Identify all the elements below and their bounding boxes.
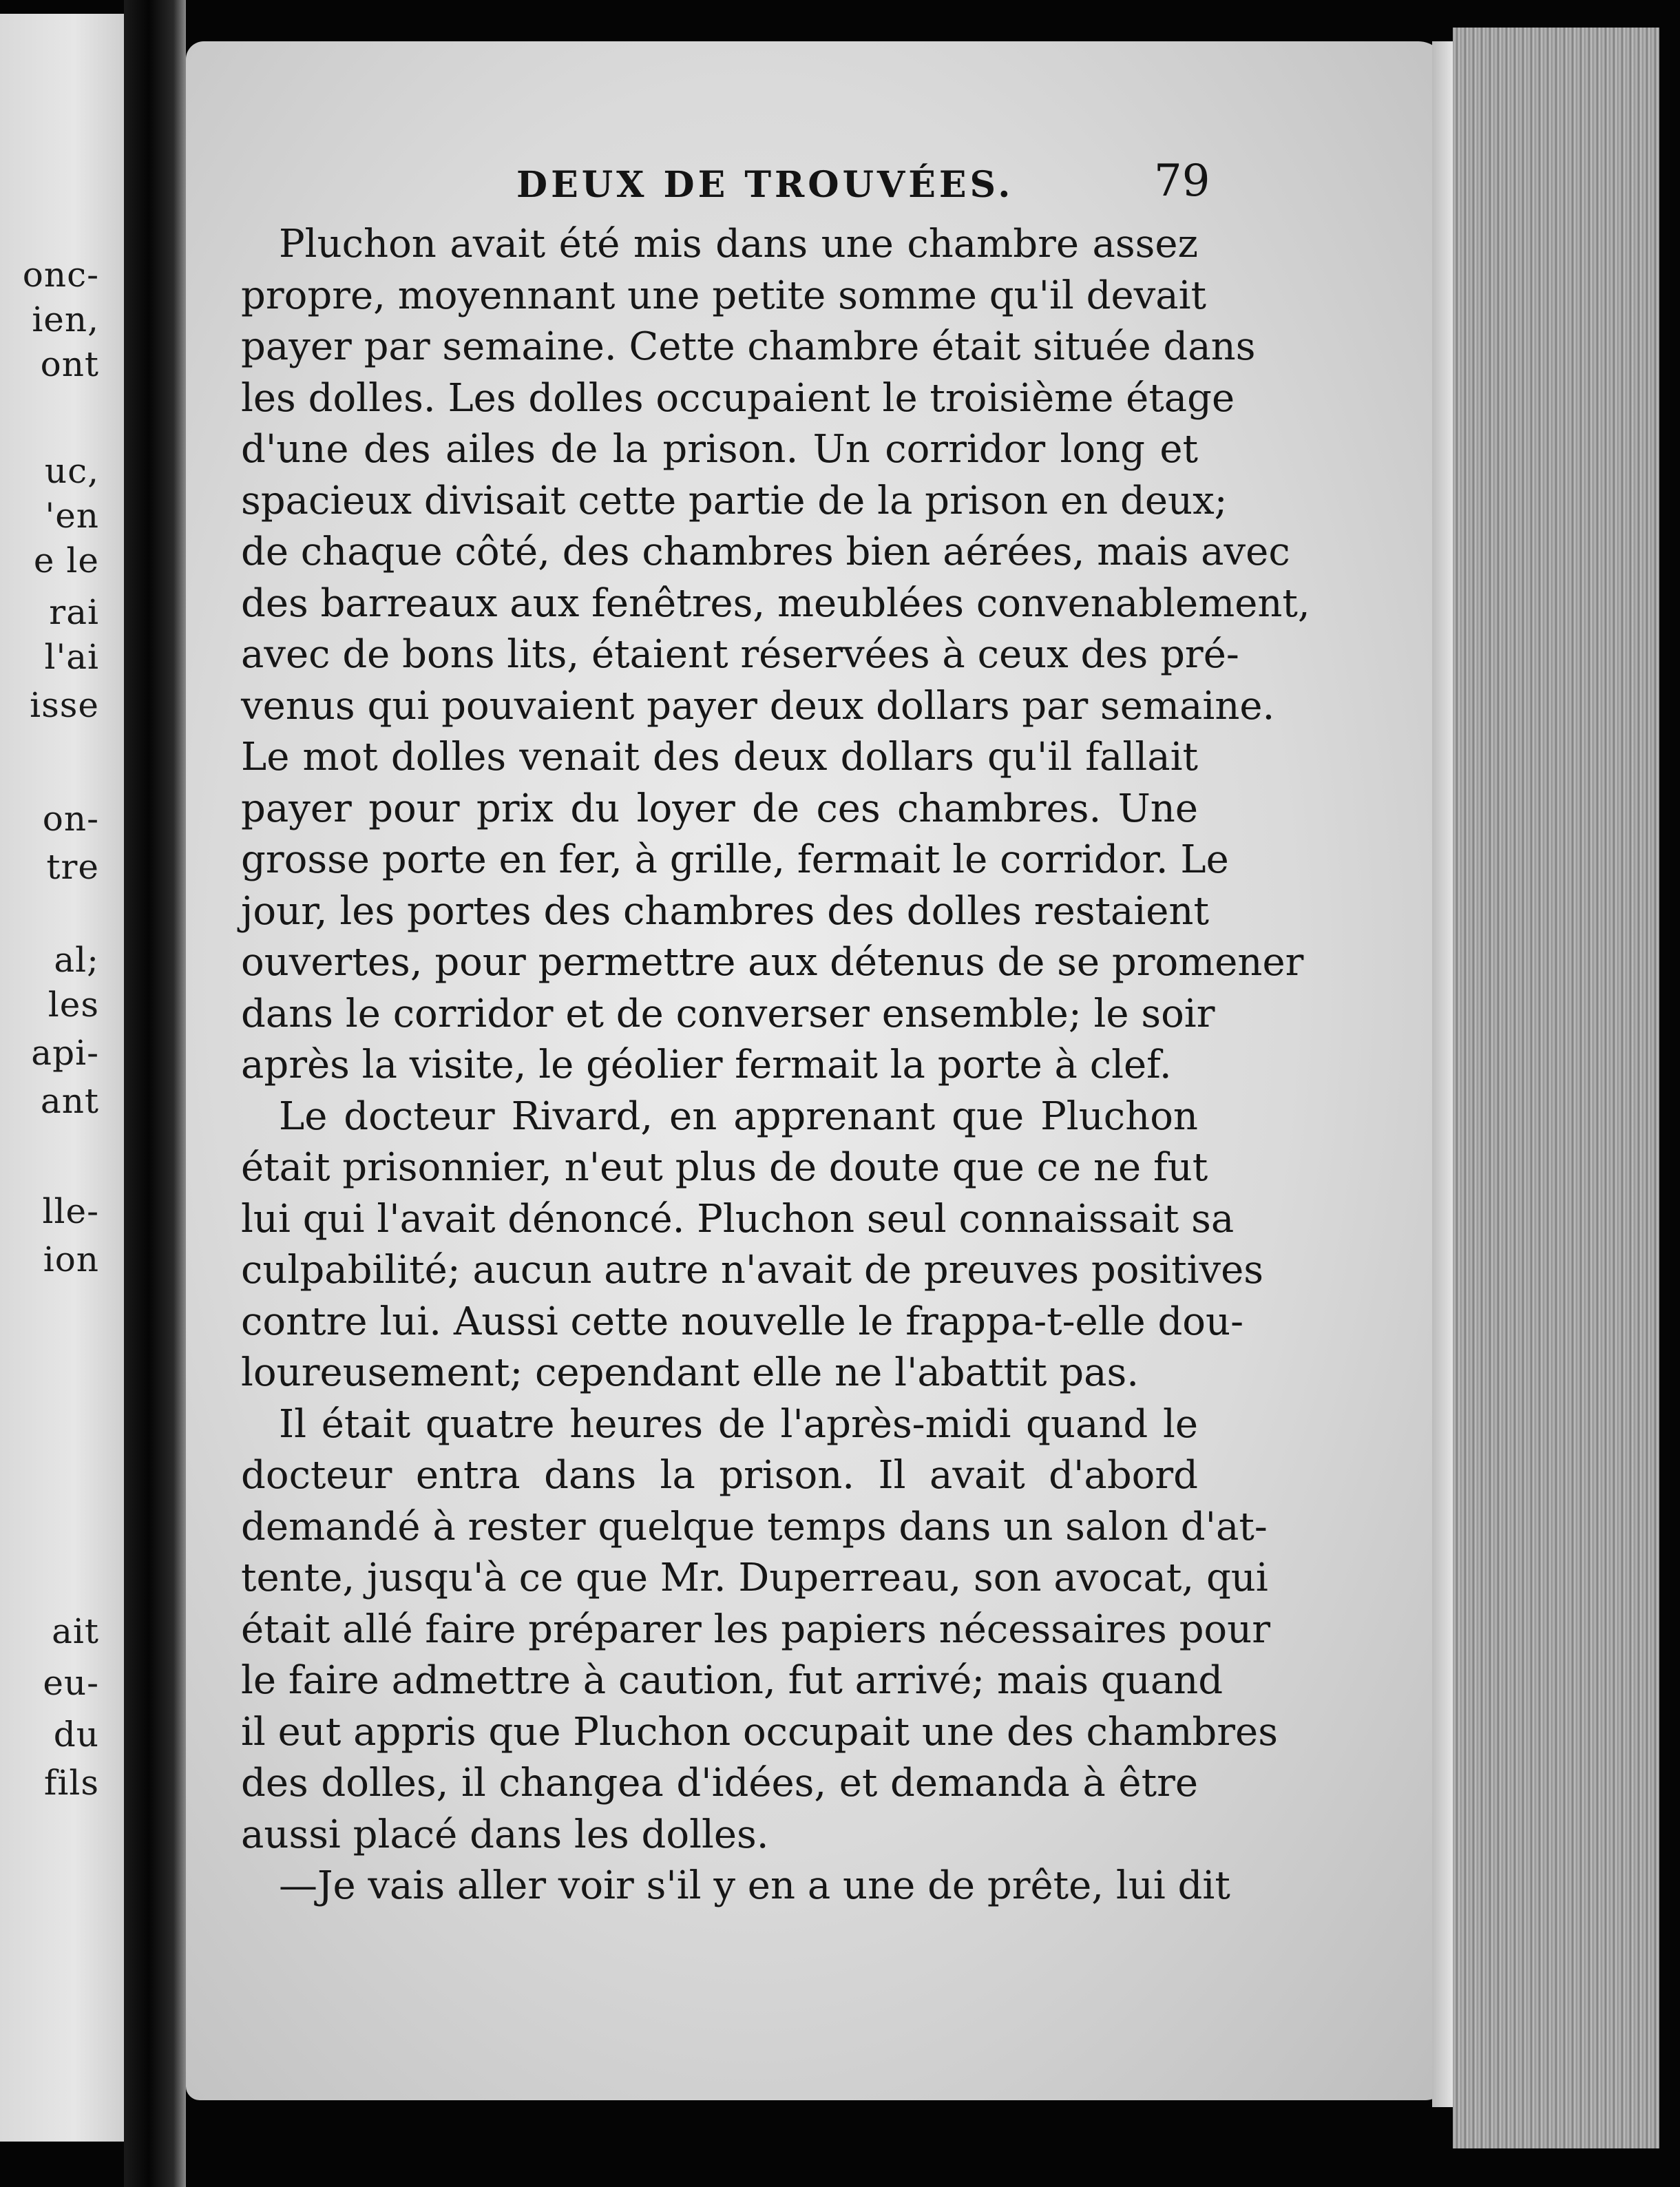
text-line: de chaque côté, des chambres bien aérées, mais avec <box>241 530 1290 574</box>
text-line: —Je vais aller voir s'il y en a une de prête, lui dit <box>279 1863 1230 1908</box>
text-line: aussi placé dans les dolles. <box>241 1812 769 1857</box>
left-page-fragment: tre <box>46 847 99 887</box>
text-line: Le mot dolles venait des deux dollars qu'il fallait <box>241 735 1198 779</box>
text-line: avec de bons lits, étaient réservées à ceux des pré- <box>241 632 1239 677</box>
running-head: DEUX DE TROUVÉES. <box>516 164 1014 206</box>
text-line: Le docteur Rivard, en apprenant que Pluchon <box>279 1094 1198 1139</box>
text-line: des dolles, il changea d'idées, et demanda à être <box>241 1761 1198 1806</box>
left-page-fragment: ien, <box>32 300 99 339</box>
left-page-fragment: rai <box>49 592 99 632</box>
left-page-fragment: al; <box>54 940 99 980</box>
text-line: spacieux divisait cette partie de la prison en deux; <box>241 478 1228 523</box>
text-line: jour, les portes des chambres des dolles restaient <box>241 888 1209 934</box>
left-page-fragment: ion <box>43 1239 99 1279</box>
left-page-fragment: api- <box>31 1033 99 1073</box>
text-line: payer par semaine. Cette chambre était située dans <box>241 324 1256 369</box>
left-page-fragment: uc, <box>44 451 99 491</box>
left-page-fragment: 'en <box>45 496 99 536</box>
text-line: après la visite, le géolier fermait la porte à clef. <box>241 1043 1172 1087</box>
text-line: culpabilité; aucun autre n'avait de preuves positives <box>241 1248 1264 1293</box>
page-edges-stack <box>1453 28 1659 2148</box>
left-facing-page <box>0 14 124 2142</box>
left-page-fragment: fils <box>43 1763 99 1803</box>
text-line: ouvertes, pour permettre aux détenus de se promener <box>241 940 1304 985</box>
text-line: docteur entra dans la prison. Il avait d'abord <box>241 1453 1198 1498</box>
book-gutter <box>124 0 186 2187</box>
text-line: tente, jusqu'à ce que Mr. Duperreau, son avocat, qui <box>241 1556 1268 1600</box>
left-page-fragment: on- <box>42 799 99 839</box>
text-line: lui qui l'avait dénoncé. Pluchon seul connaissait sa <box>241 1196 1235 1242</box>
left-page-fragment: les <box>48 985 99 1025</box>
left-page-fragment: onc- <box>22 255 99 295</box>
left-page-fragment: du <box>53 1715 99 1755</box>
text-line: propre, moyennant une petite somme qu'il devait <box>241 273 1207 318</box>
text-line: était allé faire préparer les papiers nécessaires pour <box>241 1607 1270 1652</box>
text-line: les dolles. Les dolles occupaient le troisième étage <box>241 375 1235 421</box>
text-line: le faire admettre à caution, fut arrivé; mais quand <box>241 1658 1224 1703</box>
left-page-fragment: eu- <box>43 1663 99 1703</box>
left-page-fragment: ant <box>40 1081 99 1121</box>
left-page-fragment: isse <box>30 685 99 725</box>
text-line: Il était quatre heures de l'après-midi quand le <box>279 1401 1198 1447</box>
left-page-fragment: ait <box>52 1611 99 1651</box>
page-number: 79 <box>1154 156 1210 207</box>
text-line: était prisonnier, n'eut plus de doute que ce ne fut <box>241 1145 1208 1190</box>
left-page-fragment: lle- <box>42 1191 99 1231</box>
body-text <box>241 219 1310 1912</box>
text-line: grosse porte en fer, à grille, fermait le corridor. Le <box>241 837 1229 882</box>
text-line: venus qui pouvaient payer deux dollars par semaine. <box>241 683 1275 729</box>
text-line: contre lui. Aussi cette nouvelle le frappa-t-elle dou- <box>241 1299 1243 1344</box>
text-line: il eut appris que Pluchon occupait une des chambres <box>241 1709 1278 1755</box>
text-line: dans le corridor et de converser ensemble; le soir <box>241 991 1215 1036</box>
text-line: d'une des ailes de la prison. Un corridor long et <box>241 427 1198 472</box>
text-line: des barreaux aux fenêtres, meublées convenablement, <box>241 580 1310 626</box>
text-line: payer pour prix du loyer de ces chambres. Une <box>241 786 1198 831</box>
left-page-fragment: l'ai <box>44 637 99 677</box>
left-page-fragment: ont <box>40 344 99 384</box>
text-line: loureusement; cependant elle ne l'abattit pas. <box>241 1350 1140 1395</box>
text-line: Pluchon avait été mis dans une chambre assez <box>279 222 1198 266</box>
left-page-fragment: e le <box>33 541 99 580</box>
text-line: demandé à rester quelque temps dans un salon d'at- <box>241 1504 1268 1549</box>
